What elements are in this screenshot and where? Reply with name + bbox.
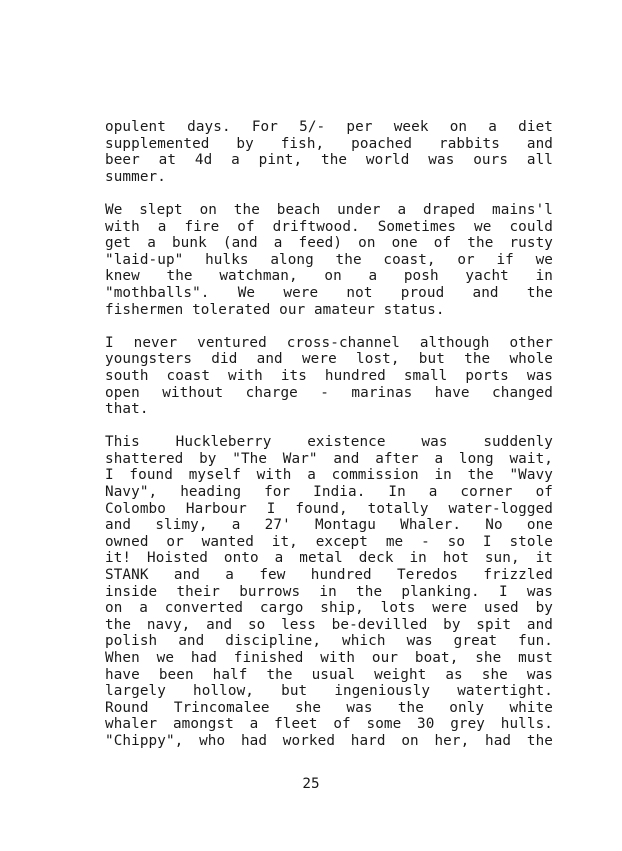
text-line: inside their burrows in the planking. I was: [105, 583, 553, 600]
text-line: on a converted cargo ship, lots were used by: [105, 600, 553, 617]
text-line: "mothballs". We were not proud and the: [105, 284, 553, 301]
text-line: south coast with its hundred small ports was: [105, 367, 553, 384]
text-line: Round Trincomalee she was the only white: [105, 699, 553, 716]
paragraph-2: [105, 202, 553, 318]
text-line: get a bunk (and a feed) on one of the rusty: [105, 235, 553, 252]
page-number: 25: [302, 776, 320, 792]
text-line: open without charge - marinas have changed: [105, 384, 553, 401]
text-line: shattered by "The War" and after a long wait,: [105, 450, 553, 467]
text-line: Navy", heading for India. In a corner of: [105, 484, 553, 501]
text-line: This Huckleberry existence was suddenly: [105, 434, 553, 451]
text-line: We slept on the beach under a draped mains'l: [105, 201, 553, 218]
text-line: STANK and a few hundred Teredos frizzled: [105, 567, 553, 584]
paragraph-1: [105, 119, 553, 185]
text-line: whaler amongst a fleet of some 30 grey hulls.: [105, 716, 553, 733]
text-line: When we had finished with our boat, she must: [105, 650, 553, 666]
text-line: polish and discipline, which was great fun.: [105, 633, 553, 650]
paragraph-3: [105, 335, 553, 418]
text-line: owned or wanted it, except me - so I stole: [105, 533, 553, 550]
text-line: Colombo Harbour I found, totally water-logged: [105, 500, 553, 517]
text-line: youngsters did and were lost, but the whole: [105, 351, 553, 368]
text-line: largely hollow, but ingeniously watertight.: [105, 683, 553, 700]
text-line: I never ventured cross-channel although other: [105, 334, 553, 351]
text-line: have been half the usual weight as she was: [105, 666, 553, 683]
text-line: fishermen tolerated our amateur status.: [105, 301, 445, 318]
text-line: I found myself with a commission in the "Wavy: [105, 467, 553, 484]
text-line: "laid-up" hulks along the coast, or if we: [105, 251, 553, 268]
text-line: and slimy, a 27' Montagu Whaler. No one: [105, 517, 553, 534]
body-text: [105, 119, 553, 766]
text-line: knew the watchman, on a posh yacht in: [105, 268, 553, 285]
text-line: that.: [105, 401, 149, 418]
paragraph-4: [105, 434, 553, 749]
text-line: "Chippy", who had worked hard on her, had the: [105, 732, 553, 749]
text-line: summer.: [105, 168, 166, 185]
text-line: beer at 4d a pint, the world was ours all: [105, 152, 553, 169]
text-line: opulent days. For 5/- per week on a diet: [105, 119, 553, 135]
text-line: with a fire of driftwood. Sometimes we could: [105, 218, 553, 235]
text-line: the navy, and so less be-devilled by spit and: [105, 616, 553, 633]
text-line: supplemented by fish, poached rabbits and: [105, 135, 553, 152]
text-line: it! Hoisted onto a metal deck in hot sun, it: [105, 550, 553, 567]
